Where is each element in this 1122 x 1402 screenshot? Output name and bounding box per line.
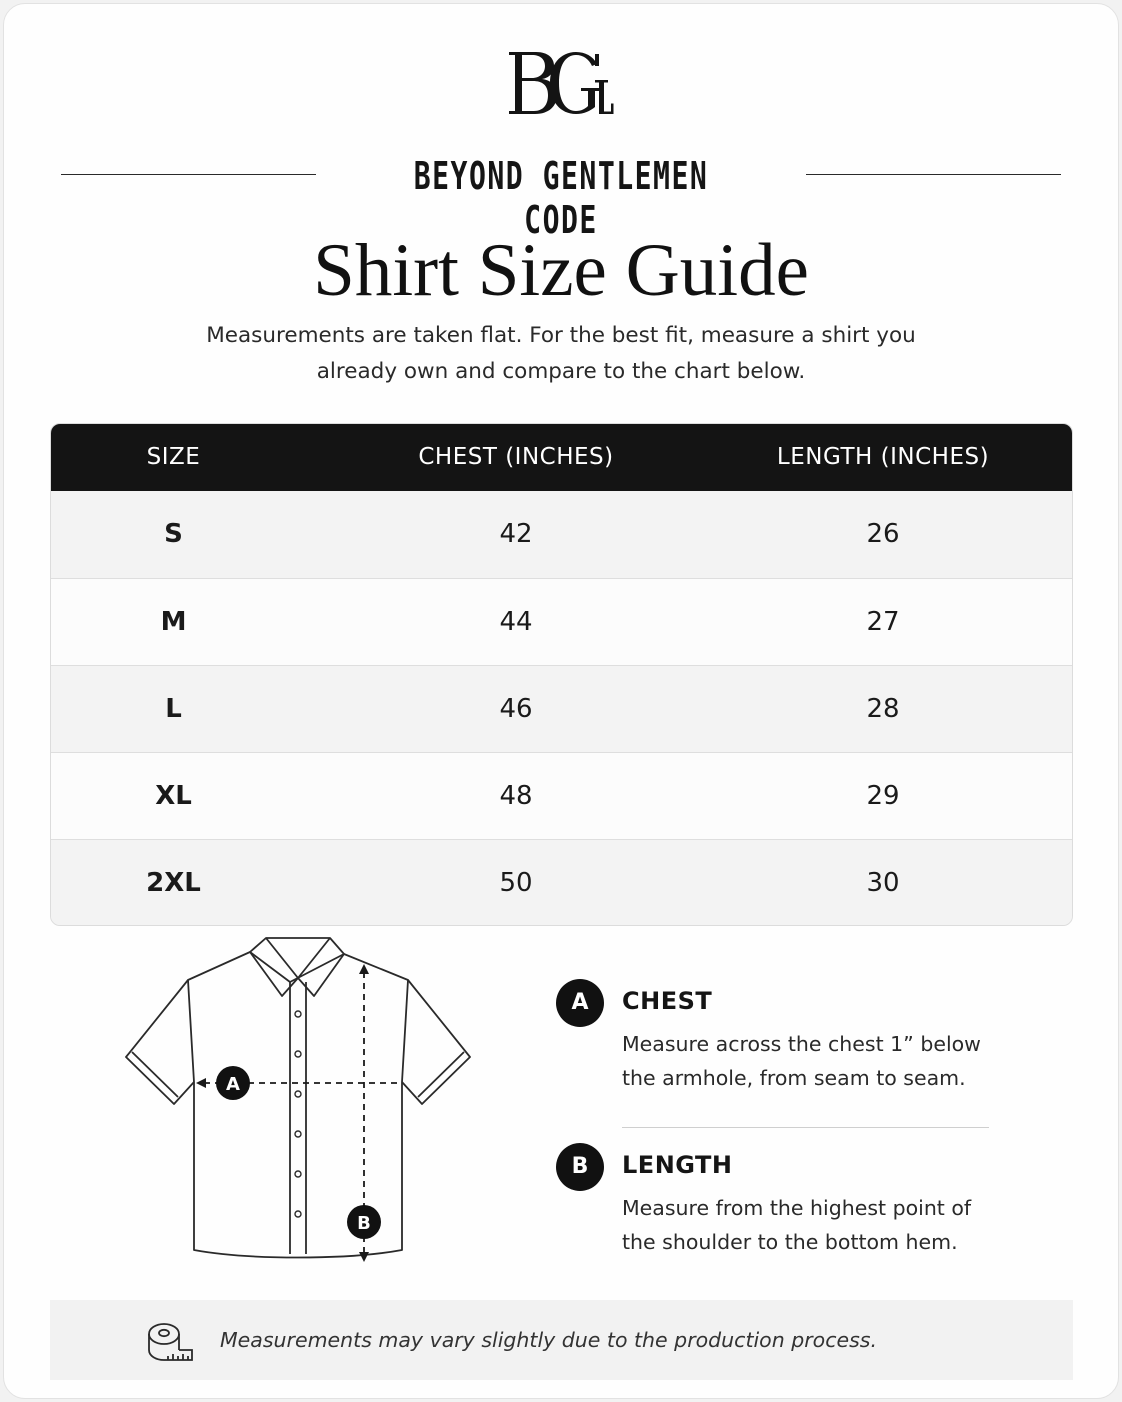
- cell-length: 26: [866, 519, 900, 549]
- length-arrow-down-icon: [359, 1252, 369, 1262]
- chest-desc-line: Measure across the chest 1” below: [622, 1032, 981, 1056]
- button: [295, 1171, 301, 1177]
- cell-chest: 48: [499, 781, 533, 811]
- chest-description: [622, 1027, 1002, 1095]
- cell-length: 29: [866, 781, 900, 811]
- right-sleeve: [402, 980, 470, 1104]
- header-size: SIZE: [146, 444, 201, 470]
- button: [295, 1011, 301, 1017]
- left-sleeve: [126, 980, 194, 1104]
- table-row: [51, 839, 1072, 926]
- collar: [250, 938, 344, 996]
- cell-size: M: [160, 607, 187, 637]
- page-subtitle: [170, 318, 952, 390]
- subtitle-line: already own and compare to the chart below.: [316, 359, 806, 384]
- guide-length: [556, 1143, 996, 1263]
- chest-desc-line: the armhole, from seam to seam.: [622, 1066, 966, 1090]
- button: [295, 1131, 301, 1137]
- chest-badge: A: [556, 979, 604, 1027]
- cell-size: S: [164, 519, 183, 549]
- button: [295, 1091, 301, 1097]
- length-desc-line: Measure from the highest point of: [622, 1196, 972, 1220]
- header-chest: CHEST (INCHES): [418, 444, 614, 470]
- length-title: LENGTH: [622, 1151, 733, 1179]
- marker-b-label: B: [357, 1213, 371, 1234]
- cell-length: 28: [866, 694, 900, 724]
- measuring-tape-icon: [146, 1320, 194, 1362]
- header-length: LENGTH (INCHES): [776, 444, 990, 470]
- marker-a-label: A: [226, 1074, 240, 1095]
- cell-length: 27: [866, 607, 900, 637]
- table-row: [51, 491, 1072, 578]
- cell-chest: 44: [499, 607, 533, 637]
- brand-row: [0, 150, 1122, 242]
- size-table: [50, 423, 1073, 926]
- table-header: [51, 424, 1072, 491]
- chest-title: CHEST: [622, 987, 713, 1015]
- page-title: Shirt Size Guide: [313, 229, 809, 312]
- brand-divider-left: [61, 174, 316, 175]
- cell-length: 30: [866, 868, 900, 898]
- cell-chest: 42: [499, 519, 533, 549]
- length-arrow-up-icon: [359, 964, 369, 974]
- table-row: [51, 665, 1072, 752]
- guide-divider: [622, 1127, 989, 1128]
- subtitle-line: Measurements are taken flat. For the best fit, measure a shirt you: [206, 323, 916, 348]
- table-row: [51, 752, 1072, 839]
- cell-chest: 46: [499, 694, 533, 724]
- marker-b: [347, 1205, 381, 1239]
- cell-size: 2XL: [146, 868, 201, 898]
- button: [295, 1211, 301, 1217]
- length-desc-line: the shoulder to the bottom hem.: [622, 1230, 958, 1254]
- brand-name: BEYOND GENTLEMEN CODE: [413, 154, 709, 242]
- brand-divider-right: [806, 174, 1061, 175]
- shirt-measurement-diagram: [118, 932, 478, 1274]
- cell-chest: 50: [499, 868, 533, 898]
- cell-size: L: [165, 694, 182, 724]
- length-badge: B: [556, 1143, 604, 1191]
- footer-note: Measurements may vary slightly due to the production process.: [220, 1328, 877, 1352]
- brand-monogram-logo: [505, 44, 617, 124]
- footer-note-bar: [50, 1300, 1073, 1380]
- marker-a: [216, 1066, 250, 1100]
- table-row: [51, 578, 1072, 665]
- chest-arrow-icon: [196, 1078, 206, 1088]
- cell-size: XL: [155, 781, 192, 811]
- button: [295, 1051, 301, 1057]
- length-description: [622, 1191, 1002, 1259]
- guide-chest: [556, 979, 996, 1099]
